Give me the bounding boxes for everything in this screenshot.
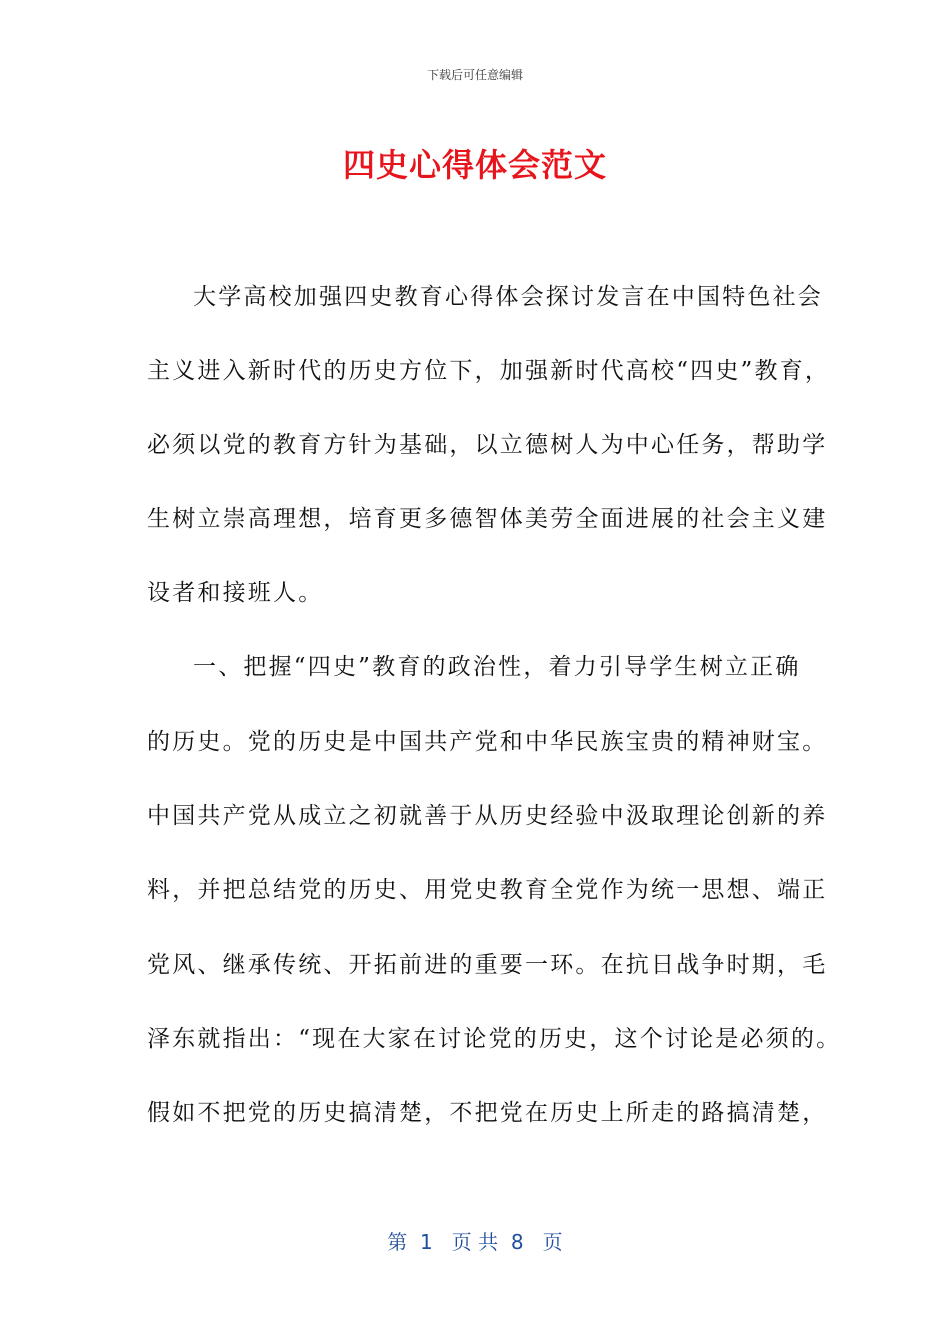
body-line: 设者和接班人。	[147, 580, 324, 606]
body-line: 必须以党的教育方针为基础，以立德树人为中心任务，帮助学	[147, 432, 828, 458]
body-line: 假如不把党的历史搞清楚，不把党在历史上所走的路搞清楚，	[147, 1100, 828, 1126]
body-line: 泽东就指出：“现在大家在讨论党的历史，这个讨论是必须的。	[147, 1026, 842, 1052]
header-note: 下载后可任意编辑	[426, 68, 523, 82]
body-line: 料，并把总结党的历史、用党史教育全党作为统一思想、端正	[147, 877, 828, 903]
body-line: 一、把握“四史”教育的政治性，着力引导学生树立正确	[193, 654, 801, 680]
body-line: 党风、继承传统、开拓前进的重要一环。在抗日战争时期，毛	[147, 952, 828, 978]
body-line: 中国共产党从成立之初就善于从历史经验中汲取理论创新的养	[147, 803, 828, 829]
document-title: 四史心得体会范文	[342, 146, 607, 184]
body-line: 大学高校加强四史教育心得体会探讨发言在中国特色社会	[193, 284, 823, 310]
body-line: 主义进入新时代的历史方位下，加强新时代高校“四史”教育，	[147, 358, 831, 384]
body-line: 的历史。党的历史是中国共产党和中华民族宝贵的精神财宝。	[147, 729, 828, 755]
body-line: 生树立崇高理想，培育更多德智体美劳全面进展的社会主义建	[147, 506, 828, 532]
page-number-footer: 第 1 页 共 8 页	[387, 1230, 563, 1254]
